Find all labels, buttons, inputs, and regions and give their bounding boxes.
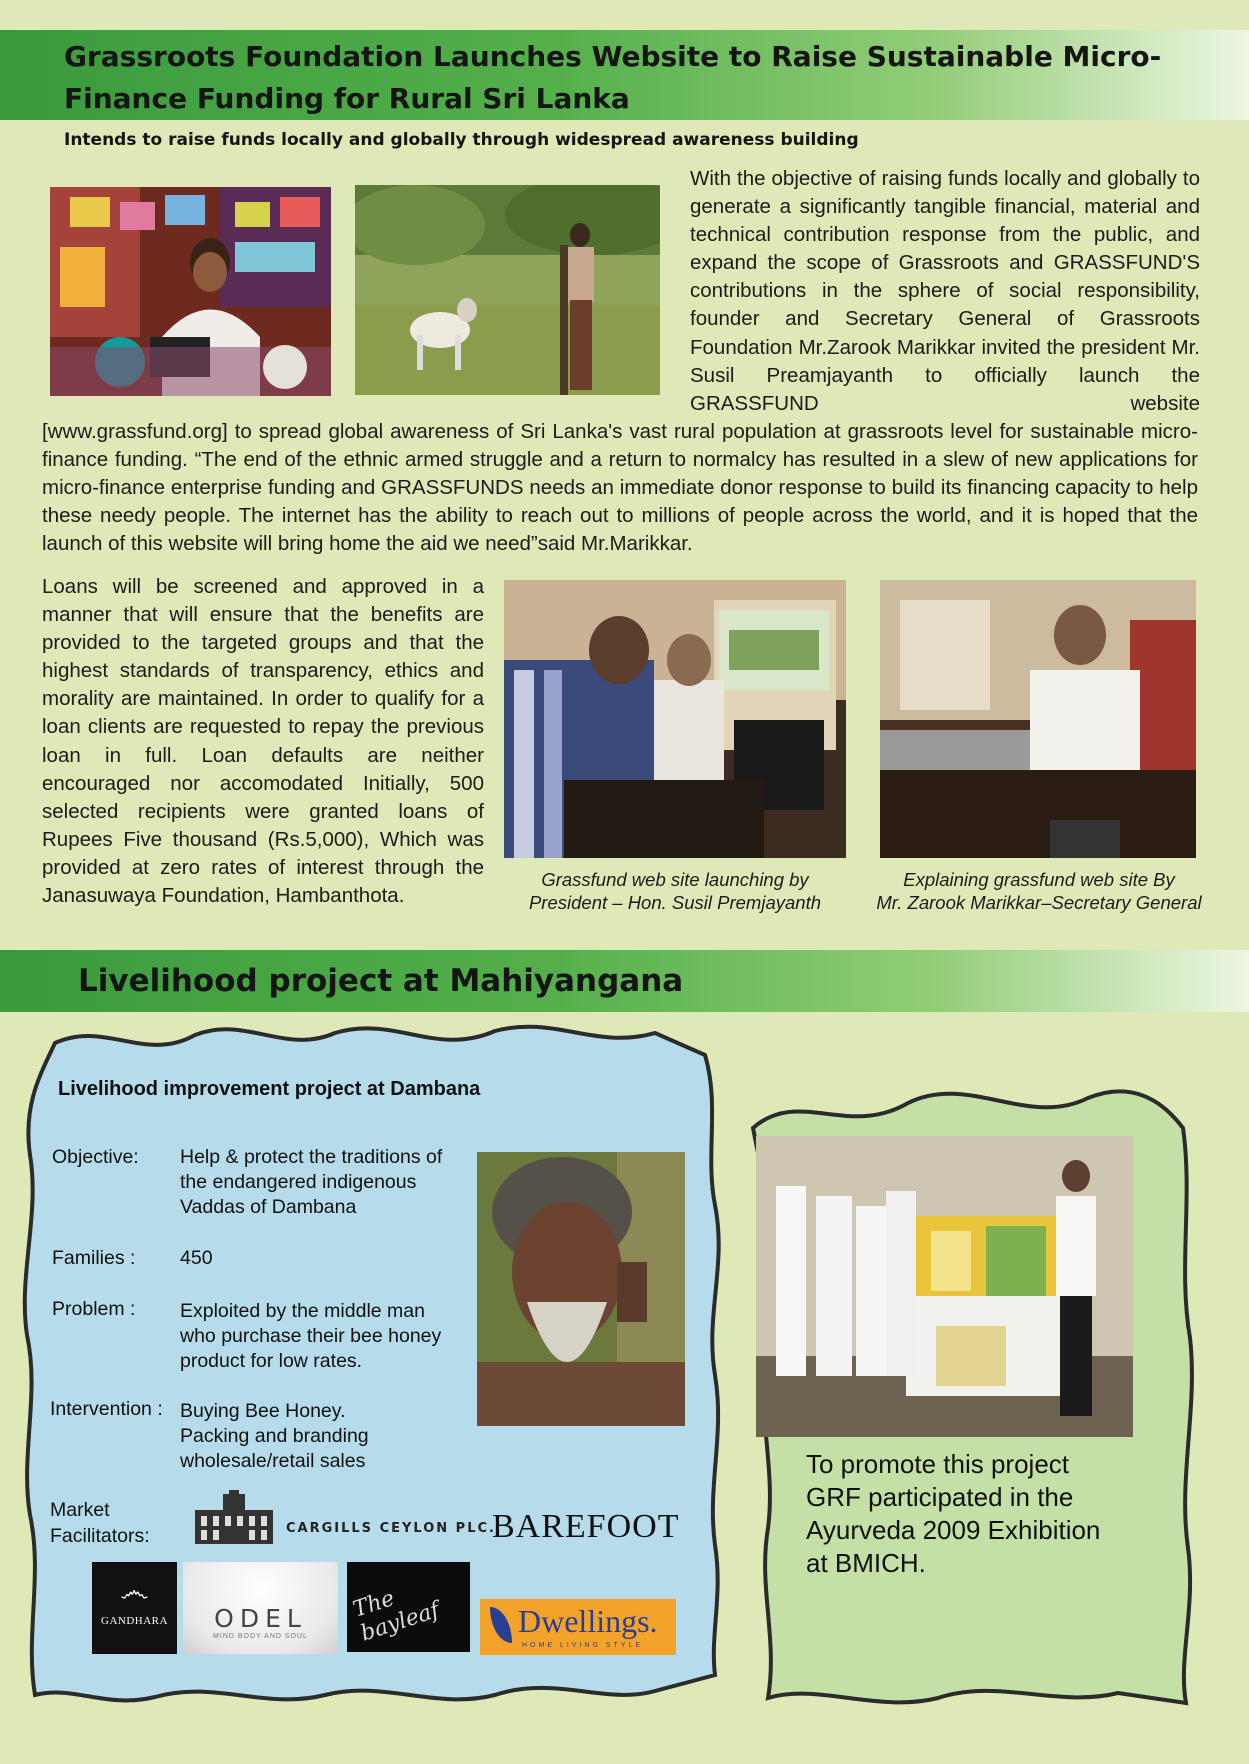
photo-shop-owner: [50, 187, 331, 396]
objective-label: Objective:: [52, 1146, 139, 1168]
dwellings-tagline: HOME LIVING STYLE: [522, 1642, 644, 1649]
photo-goat-farmer: [355, 185, 660, 395]
intervention-label: Intervention :: [50, 1398, 163, 1420]
market-label-1: Market: [50, 1499, 110, 1521]
article-body-full: [www.grassfund.org] to spread global awareness of Sri Lanka's vast rural population at grassroots level for sustainable micro-finance funding. “The end of the ethnic armed struggle and a return to normalcy has resulted in a slew of new applications for micro-finance enterprise funding and GRASSFUNDS needs an immediate donor response to build its financing capacity to help these needy people. The internet has the ability to reach out to millions of people across the world, and it is hoped that the launch of this website will bring home the aid we need”said Mr.Marikkar.: [42, 420, 1198, 556]
exhibition-promo-text: To promote this project GRF participated in the Ayurveda 2009 Exhibition at BMICH.: [806, 1449, 1101, 1578]
objective-value: Help & protect the traditions of the endangered indigenous Vaddas of Dambana: [180, 1146, 443, 1218]
section-headline: Livelihood project at Mahiyangana: [78, 963, 684, 999]
gandhara-logo: [92, 1562, 177, 1654]
problem-value: Exploited by the middle man who purchase their bee honey product for low rates.: [180, 1300, 442, 1372]
photo-vadda-man: [477, 1152, 685, 1426]
photo-caption-presentation: [856, 868, 1222, 914]
article-headline: Grassroots Foundation Launches Website to Raise Sustainable Micro-Finance Funding for Rural Sri Lanka: [64, 40, 1162, 115]
families-value: 450: [180, 1247, 213, 1269]
article-body-loans: Loans will be screened and approved in a manner that will ensure that the benefits are provided to the targeted groups and that the highest standards of transparency, ethics and morality are maintained. In order to qualify for a loan clients are requested to repay the previous loan in full. Loan defaults are neither encouraged nor accomodated Initially, 500 selected recipients were granted loans of Rupees Five thousand (Rs.5,000), Which was provided at zero rates of interest through the Janasuwaya Foundation, Hambanthota.: [42, 575, 484, 908]
cargills-logo: CARGILLS CEYLON PLC.: [286, 1521, 496, 1536]
problem-label: Problem :: [52, 1298, 136, 1320]
caption-launch-line2: President – Hon. Susil Premjayanth: [528, 892, 822, 913]
dwellings-logo: [480, 1599, 676, 1655]
caption-launch-line1: Grassfund web site launching by: [541, 869, 809, 890]
caption-presentation-line1: Explaining grassfund web site By: [903, 869, 1175, 890]
bayleaf-name: The bayleaf: [350, 1586, 443, 1647]
odel-name: ODEL: [214, 1604, 307, 1633]
photo-exhibition: [756, 1136, 1133, 1437]
article-subheadline: Intends to raise funds locally and globally through widespread awareness building: [64, 130, 859, 150]
dwellings-name: Dwellings.: [518, 1603, 658, 1639]
photo-website-launch: [504, 580, 846, 858]
odel-tagline: MIND BODY AND SOUL: [213, 1633, 308, 1640]
dwellings-leaf-icon: [490, 1607, 512, 1643]
bayleaf-logo: [347, 1562, 470, 1652]
gandhara-name: GANDHARA: [101, 1615, 168, 1627]
caption-presentation-line2: Mr. Zarook Marikkar–Secretary General: [876, 892, 1202, 913]
article-body-column: With the objective of raising funds locally and globally to generate a significantly tangible financial, material and technical contribution response from the public, and expand the scope of Grassroots and GRASSFUND'S contributions in the sphere of social responsibility, founder and Secretary General of Grassroots Foundation Mr.Zarook Marikkar invited the president Mr. Susil Preamjayanth to officially launch the GRASSFUND website: [690, 167, 1200, 415]
families-label: Families :: [52, 1247, 136, 1269]
intervention-value: Buying Bee Honey. Packing and branding wholesale/retail sales: [180, 1400, 369, 1472]
photo-presentation: [880, 580, 1196, 858]
gandhara-symbol: ෴: [120, 1574, 149, 1609]
project-title: Livelihood improvement project at Dambana: [58, 1078, 481, 1100]
barefoot-logo: BAREFOOT: [492, 1508, 680, 1545]
odel-logo: [183, 1562, 338, 1654]
photo-caption-launch: [504, 868, 846, 914]
market-label-2: Facilitators:: [50, 1525, 150, 1547]
cargills-building-logo: [195, 1490, 273, 1544]
